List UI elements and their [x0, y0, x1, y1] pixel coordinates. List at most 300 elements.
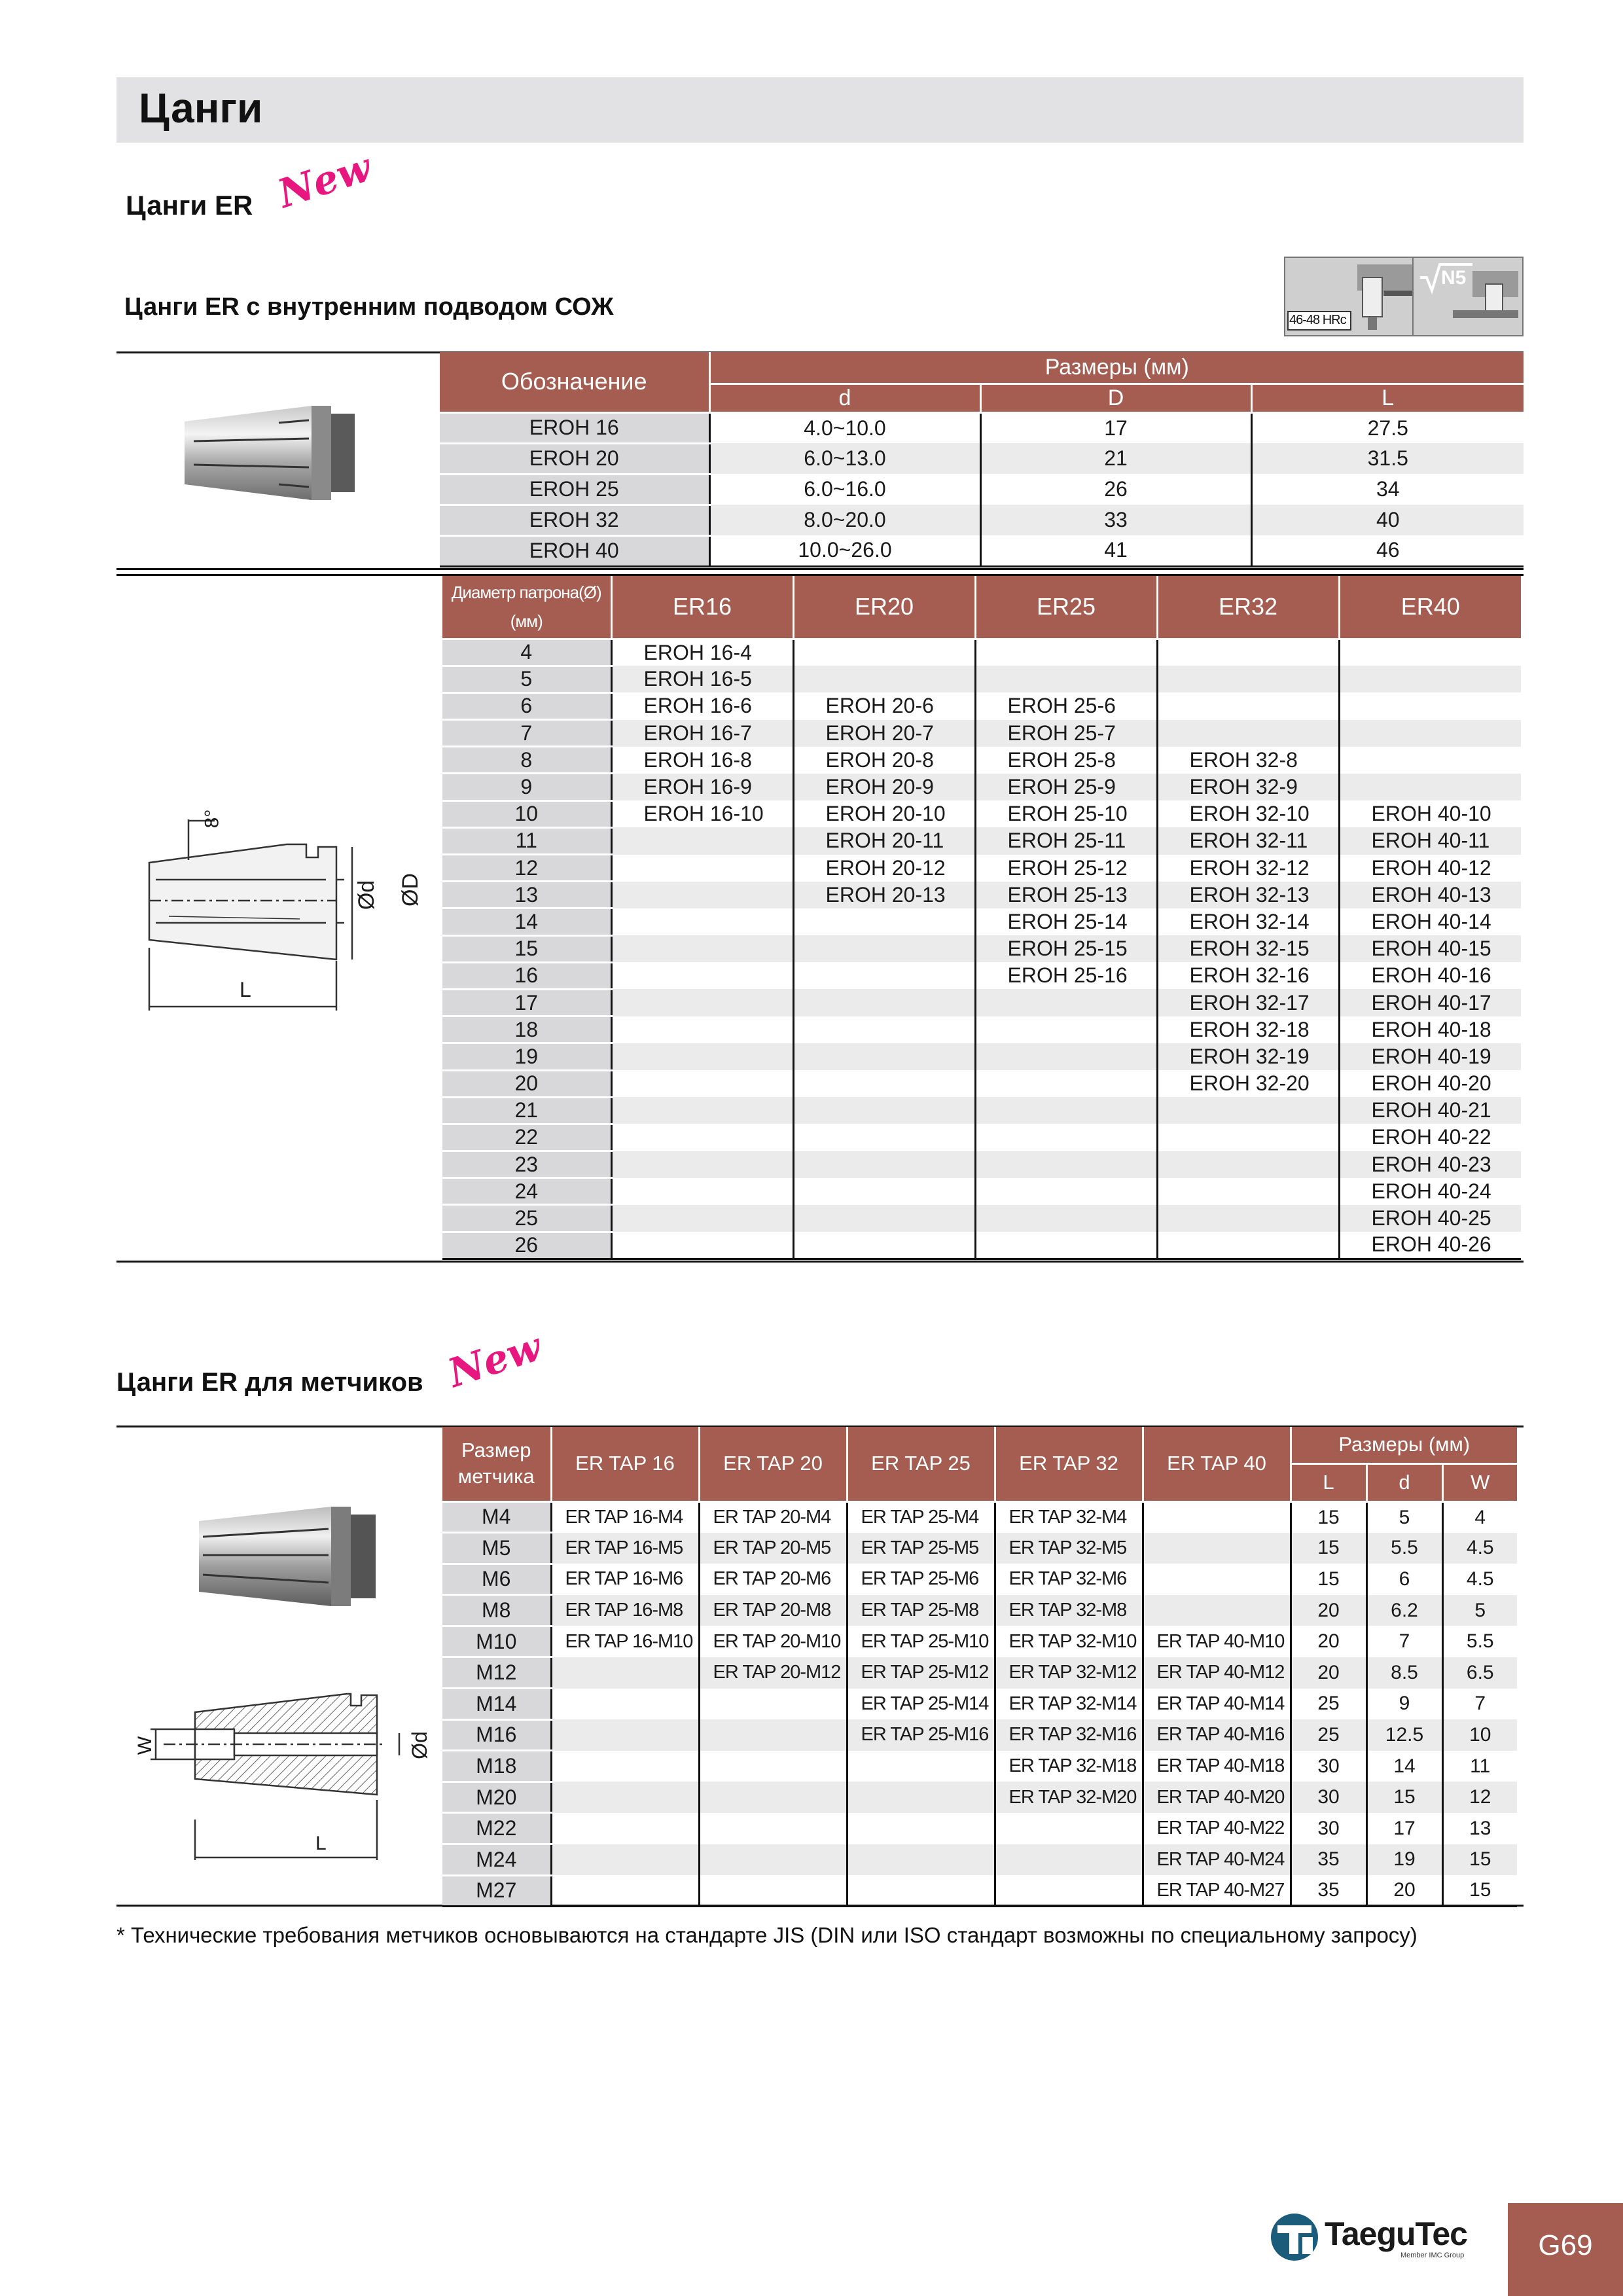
- table-row: [442, 1124, 1521, 1151]
- table-cell: EROH 32-11: [1157, 827, 1339, 854]
- table-cell: 30: [1291, 1751, 1366, 1782]
- table-cell: EROH 32-10: [1157, 800, 1339, 827]
- row-label-cell: 14: [442, 908, 611, 935]
- table-cell: [611, 1178, 793, 1205]
- header-tap-L: L: [1291, 1463, 1366, 1501]
- table-cell: [995, 1875, 1143, 1907]
- table-cell: [611, 1205, 793, 1232]
- table-cell: ER TAP 20-M4: [699, 1501, 847, 1533]
- table-cell: ER TAP 40-M12: [1143, 1657, 1291, 1689]
- table-cell: 5.5: [1366, 1533, 1442, 1564]
- er-coolant-dimensions-table: [440, 352, 1524, 567]
- table-cell: [793, 1016, 975, 1043]
- table-cell: [1143, 1501, 1291, 1533]
- table-cell: [551, 1813, 699, 1844]
- table-cell: [1157, 1205, 1339, 1232]
- row-label-cell: M10: [442, 1626, 551, 1657]
- table-row: [442, 1595, 1517, 1626]
- table-cell: [611, 1232, 793, 1259]
- table-row: [442, 908, 1521, 935]
- table-row: [442, 855, 1521, 882]
- drawing-angle-label: 8°: [201, 809, 223, 829]
- table-row: [442, 1751, 1517, 1782]
- collet-drawing: [136, 797, 437, 1020]
- table-cell: EROH 32-20: [1157, 1070, 1339, 1097]
- table-row: [442, 720, 1521, 747]
- table-cell: EROH 16-10: [611, 800, 793, 827]
- er-tap-collet-table: [442, 1427, 1517, 1907]
- page-number: G69: [1538, 2229, 1593, 2261]
- table-cell: ER TAP 16-M4: [551, 1501, 699, 1533]
- tap-collet-drawing: [124, 1689, 438, 1872]
- table-cell: 6: [1366, 1564, 1442, 1595]
- table-row: [442, 989, 1521, 1016]
- table-row: [442, 747, 1521, 774]
- drawing-d-label: Ød: [354, 880, 380, 910]
- table-cell: EROH 20-9: [793, 774, 975, 800]
- table-cell: [611, 855, 793, 882]
- table-cell: EROH 40-17: [1339, 989, 1521, 1016]
- table-cell: [995, 1813, 1143, 1844]
- table-cell: EROH 20-6: [793, 692, 975, 719]
- header-dims: Размеры (мм): [709, 352, 1524, 384]
- table-cell: [975, 639, 1157, 666]
- er-coolant-collet-table: [442, 576, 1521, 1260]
- table-cell: 6.0~13.0: [709, 443, 980, 474]
- table-cell: 10: [1442, 1719, 1517, 1751]
- table-cell: ER TAP 20-M5: [699, 1533, 847, 1564]
- table-cell: EROH 16-4: [611, 639, 793, 666]
- row-label-cell: M16: [442, 1719, 551, 1751]
- header-D: D: [980, 384, 1251, 412]
- table-cell: 21: [980, 443, 1251, 474]
- header-er25: ER25: [975, 576, 1157, 639]
- header-tap40: ER TAP 40: [1143, 1427, 1291, 1501]
- drawing-D-label: ØD: [398, 873, 423, 906]
- table-cell: 5: [1442, 1595, 1517, 1626]
- table-cell: EROH 25-10: [975, 800, 1157, 827]
- table-cell: 12: [1442, 1782, 1517, 1813]
- table-cell: EROH 40-13: [1339, 882, 1521, 908]
- table-cell: ER TAP 16-M8: [551, 1595, 699, 1626]
- table-cell: [793, 1097, 975, 1124]
- table-cell: 14: [1366, 1751, 1442, 1782]
- table-cell: 20: [1366, 1875, 1442, 1907]
- table-cell: EROH 32-19: [1157, 1043, 1339, 1070]
- table-cell: ER TAP 32-M20: [995, 1782, 1143, 1813]
- table-cell: [699, 1875, 847, 1907]
- surface-finish-icon: [1412, 257, 1524, 336]
- table-cell: [975, 666, 1157, 692]
- table-cell: [699, 1782, 847, 1813]
- brand-tagline: Member IMC Group: [1400, 2251, 1465, 2259]
- table-cell: EROH 32-9: [1157, 774, 1339, 800]
- row-label-cell: 6: [442, 692, 611, 719]
- table-cell: [793, 1124, 975, 1151]
- table-cell: EROH 40-16: [1371, 963, 1491, 988]
- row-label-cell: 20: [442, 1070, 611, 1097]
- table-cell: [611, 962, 793, 989]
- header-er16: ER16: [611, 576, 793, 639]
- table-cell: 19: [1366, 1844, 1442, 1876]
- row-label-cell: 13: [442, 882, 611, 908]
- table-row: [440, 412, 1524, 443]
- table-cell: EROH 20-8: [793, 747, 975, 774]
- row-label-cell: EROH 25: [440, 474, 709, 505]
- table-cell: [793, 935, 975, 962]
- table-cell: 26: [980, 474, 1251, 505]
- table-cell: ER TAP 40-M20: [1143, 1782, 1291, 1813]
- table-cell: ER TAP 32-M14: [995, 1689, 1143, 1720]
- table-cell: [551, 1689, 699, 1720]
- table-cell: 4: [1474, 1506, 1486, 1528]
- tap-collet-photo: [194, 1503, 378, 1610]
- table-cell: 20: [1291, 1626, 1366, 1657]
- table-cell: [975, 1232, 1157, 1259]
- table-row: [442, 1043, 1521, 1070]
- table-cell: ER TAP 40-M14: [1143, 1689, 1291, 1720]
- table-row: [442, 774, 1521, 800]
- table-cell: ER TAP 32-M10: [995, 1626, 1143, 1657]
- table-cell: ER TAP 20-M8: [699, 1595, 847, 1626]
- table-row: [442, 827, 1521, 854]
- table-cell: [551, 1782, 699, 1813]
- table-cell: EROH 20-10: [793, 800, 975, 827]
- table-cell: [1339, 692, 1521, 719]
- table-cell: EROH 40-22: [1371, 1125, 1491, 1149]
- new-badge-tap: New: [442, 1323, 547, 1397]
- header-tap16: ER TAP 16: [551, 1427, 699, 1501]
- table-cell: EROH 32-15: [1157, 935, 1339, 962]
- table-cell: [699, 1719, 847, 1751]
- table-cell: ER TAP 20-M12: [699, 1657, 847, 1689]
- table-row: [442, 1151, 1521, 1178]
- table-cell: EROH 25-12: [975, 855, 1157, 882]
- row-label-cell: 4: [442, 639, 611, 666]
- table-cell: ER TAP 25-M16: [847, 1719, 995, 1751]
- table-cell: ER TAP 32-M5: [995, 1533, 1143, 1564]
- row-label-cell: EROH 20: [440, 443, 709, 474]
- new-badge-er: New: [272, 144, 377, 217]
- table-cell: [975, 989, 1157, 1016]
- row-label-cell: M22: [442, 1813, 551, 1844]
- table-cell: 15: [1442, 1875, 1517, 1907]
- header-chuck-diameter: Диаметр патрона(Ø) (мм): [442, 576, 611, 639]
- table-cell: 35: [1291, 1844, 1366, 1876]
- table-cell: EROH 20-7: [793, 720, 975, 747]
- table-cell: EROH 40-23: [1339, 1151, 1521, 1178]
- table-cell: [975, 1205, 1157, 1232]
- table-cell: [1143, 1595, 1291, 1626]
- row-label-cell: 7: [442, 720, 611, 747]
- table-cell: [611, 1124, 793, 1151]
- table-cell: EROH 25-13: [975, 882, 1157, 908]
- table-cell: EROH 25-9: [975, 774, 1157, 800]
- table-cell: EROH 25-15: [975, 935, 1157, 962]
- table-cell: [1157, 1232, 1339, 1259]
- table-cell: EROH 32-16: [1157, 962, 1339, 989]
- row-label-cell: 15: [442, 935, 611, 962]
- table-row: [440, 443, 1524, 474]
- row-label-cell: 17: [442, 989, 611, 1016]
- row-label-cell: M12: [442, 1657, 551, 1689]
- table-cell: [847, 1813, 995, 1844]
- table-cell: EROH 32-8: [1157, 747, 1339, 774]
- table-row: [442, 639, 1521, 666]
- table-cell: EROH 20-11: [793, 827, 975, 854]
- table-cell: [975, 1124, 1157, 1151]
- table-row: [440, 505, 1524, 535]
- footnote: * Технические требования метчиков основываются на стандарте JIS (DIN или ISO стандарт возможны по специальному запросу): [116, 1923, 1418, 1947]
- page-number-tab: [1508, 2203, 1623, 2296]
- table-row: [442, 1719, 1517, 1751]
- row-label-cell: M27: [442, 1875, 551, 1907]
- table-cell: ER TAP 40-M22: [1143, 1813, 1291, 1844]
- table-cell: [1339, 720, 1521, 747]
- table-cell: EROH 25-11: [975, 827, 1157, 854]
- table-cell: 17: [1366, 1813, 1442, 1844]
- table-cell: [611, 989, 793, 1016]
- row-label-cell: 24: [442, 1178, 611, 1205]
- table-cell: [793, 908, 975, 935]
- table-cell: EROH 40-10: [1371, 802, 1491, 826]
- table-cell: 4.0~10.0: [709, 412, 980, 443]
- table-cell: [847, 1751, 995, 1782]
- table-cell: [1157, 720, 1339, 747]
- table-row: [442, 1813, 1517, 1844]
- table-cell: 40: [1251, 505, 1524, 535]
- table-cell: 9: [1366, 1689, 1442, 1720]
- table-cell: ER TAP 32-M16: [995, 1719, 1143, 1751]
- table-row: [442, 1782, 1517, 1813]
- header-tap-dims: Размеры (мм): [1291, 1427, 1517, 1463]
- table-cell: [699, 1844, 847, 1876]
- table-cell: EROH 40-21: [1339, 1097, 1521, 1124]
- table-row: [442, 1070, 1521, 1097]
- table-cell: 10.0~26.0: [709, 535, 980, 566]
- table-row: [440, 535, 1524, 566]
- table-cell: 31.5: [1251, 443, 1524, 474]
- table-cell: EROH 25-6: [975, 692, 1157, 719]
- table-cell: EROH 16-6: [611, 692, 793, 719]
- table-cell: 15: [1291, 1501, 1366, 1533]
- row-label-cell: 21: [442, 1097, 611, 1124]
- table-cell: ER TAP 16-M10: [551, 1626, 699, 1657]
- table-cell: [1157, 1178, 1339, 1205]
- table-cell: [1143, 1564, 1291, 1595]
- table-cell: EROH 25-8: [975, 747, 1157, 774]
- table-cell: 25: [1291, 1689, 1366, 1720]
- divider-bottom-1: [116, 1261, 1524, 1263]
- table-cell: [699, 1689, 847, 1720]
- table-cell: [975, 1097, 1157, 1124]
- page-title: Цанги: [139, 84, 263, 132]
- header-tap-size: Размер метчика: [442, 1427, 551, 1501]
- table-cell: EROH 16-9: [611, 774, 793, 800]
- table-cell: [975, 1151, 1157, 1178]
- table-cell: [611, 1043, 793, 1070]
- table-cell: [847, 1844, 995, 1876]
- table-cell: [975, 1016, 1157, 1043]
- table-cell: 30: [1291, 1782, 1366, 1813]
- table-cell: [699, 1813, 847, 1844]
- table-cell: EROH 32-13: [1157, 882, 1339, 908]
- table-cell: [611, 935, 793, 962]
- table-cell: ER TAP 25-M8: [847, 1595, 995, 1626]
- table-cell: ER TAP 32-M18: [995, 1751, 1143, 1782]
- table-cell: ER TAP 32-M12: [995, 1657, 1143, 1689]
- row-label-cell: M20: [442, 1782, 551, 1813]
- row-label-cell: 9: [442, 774, 611, 800]
- table-row: [442, 1564, 1517, 1595]
- table-cell: [975, 1070, 1157, 1097]
- header-tap-W: W: [1442, 1463, 1517, 1501]
- table-cell: 4.5: [1442, 1533, 1517, 1564]
- table-row: [442, 1016, 1521, 1043]
- table-cell: [1339, 747, 1521, 774]
- table-cell: [1339, 774, 1521, 800]
- table-row: [442, 1205, 1521, 1232]
- table-cell: EROH 25-14: [975, 908, 1157, 935]
- table-cell: 5: [1366, 1501, 1442, 1533]
- table-cell: EROH 40-20: [1371, 1071, 1491, 1096]
- section-coolant-title: Цанги ER с внутренним подводом СОЖ: [124, 293, 614, 321]
- table-row: [442, 1178, 1521, 1205]
- brand-logo: [1270, 2211, 1486, 2263]
- table-row: [442, 666, 1521, 692]
- table-row: [442, 1657, 1517, 1689]
- table-cell: [1157, 692, 1339, 719]
- table-cell: EROH 40-12: [1371, 855, 1491, 880]
- table-cell: 12.5: [1366, 1719, 1442, 1751]
- table-cell: [611, 1016, 793, 1043]
- table-cell: 15: [1366, 1782, 1442, 1813]
- table-cell: 15: [1291, 1533, 1366, 1564]
- table-cell: [611, 827, 793, 854]
- table-cell: [611, 1151, 793, 1178]
- table-cell: 34: [1376, 477, 1400, 501]
- table-cell: EROH 40-24: [1371, 1179, 1491, 1203]
- header-tap32: ER TAP 32: [995, 1427, 1143, 1501]
- table-cell: 8.5: [1366, 1657, 1442, 1689]
- table-cell: EROH 16-7: [611, 720, 793, 747]
- table-cell: [793, 1205, 975, 1232]
- table-row: [442, 1501, 1517, 1533]
- finish-label: N5: [1441, 267, 1467, 289]
- table-row: [440, 474, 1524, 505]
- table-cell: ER TAP 16-M6: [551, 1564, 699, 1595]
- table-cell: 11: [1470, 1755, 1491, 1777]
- table-cell: [847, 1782, 995, 1813]
- table-cell: ER TAP 40-M10: [1143, 1626, 1291, 1657]
- table-cell: EROH 32-17: [1157, 989, 1339, 1016]
- table-cell: ER TAP 40-M18: [1143, 1751, 1291, 1782]
- table-cell: 20: [1291, 1595, 1366, 1626]
- row-label-cell: 5: [442, 666, 611, 692]
- row-label-cell: 16: [442, 962, 611, 989]
- table-row: [442, 882, 1521, 908]
- table-cell: 6.2: [1366, 1595, 1442, 1626]
- table-cell: [1157, 1097, 1339, 1124]
- table-cell: 6.5: [1442, 1657, 1517, 1689]
- table-cell: 5.5: [1466, 1630, 1494, 1653]
- table-row: [442, 1533, 1517, 1564]
- table-cell: [793, 1043, 975, 1070]
- table-cell: ER TAP 40-M24: [1143, 1844, 1291, 1876]
- row-label-cell: EROH 32: [440, 505, 709, 535]
- divider-mid: [116, 568, 1524, 570]
- table-cell: ER TAP 25-M14: [847, 1689, 995, 1720]
- table-cell: EROH 32-14: [1157, 908, 1339, 935]
- row-label-cell: 23: [442, 1151, 611, 1178]
- table-cell: [793, 1070, 975, 1097]
- table-cell: EROH 20-12: [793, 855, 975, 882]
- header-tap-d: d: [1366, 1463, 1442, 1501]
- table-cell: EROH 40-25: [1339, 1205, 1521, 1232]
- table-row: [442, 1232, 1521, 1259]
- table-cell: 17: [980, 412, 1251, 443]
- table-cell: [793, 1151, 975, 1178]
- table-cell: EROH 40-15: [1339, 935, 1521, 962]
- section-er-title: Цанги ER: [126, 190, 253, 221]
- table-cell: [1339, 666, 1521, 692]
- table-cell: 13: [1469, 1817, 1491, 1839]
- table-row: [442, 1689, 1517, 1720]
- row-label-cell: 10: [442, 800, 611, 827]
- table-cell: EROH 16-5: [611, 666, 793, 692]
- drawing-L-label: L: [240, 978, 251, 1001]
- table-cell: 15: [1442, 1844, 1517, 1876]
- table-cell: 41: [980, 535, 1251, 566]
- table-cell: EROH 25-16: [975, 962, 1157, 989]
- hardness-icon: [1284, 257, 1420, 336]
- table-cell: [793, 989, 975, 1016]
- table-cell: [793, 639, 975, 666]
- table-cell: [1157, 666, 1339, 692]
- table-cell: ER TAP 16-M5: [551, 1533, 699, 1564]
- table-cell: EROH 40-14: [1371, 909, 1491, 933]
- table-cell: ER TAP 32-M6: [995, 1564, 1143, 1595]
- table-cell: [1157, 639, 1339, 666]
- row-label-cell: M8: [442, 1595, 551, 1626]
- table-row: [442, 1844, 1517, 1876]
- table-cell: [1339, 639, 1521, 666]
- table-cell: 8.0~20.0: [709, 505, 980, 535]
- table-cell: [1157, 1124, 1339, 1151]
- table-cell: 6.0~16.0: [709, 474, 980, 505]
- table-cell: 7: [1366, 1626, 1442, 1657]
- table-cell: 15: [1291, 1564, 1366, 1595]
- table-cell: ER TAP 25-M6: [847, 1564, 995, 1595]
- table-cell: ER TAP 32-M4: [995, 1501, 1143, 1533]
- table-cell: [551, 1875, 699, 1907]
- table-cell: 35: [1291, 1875, 1366, 1907]
- table-cell: 7: [1474, 1693, 1486, 1715]
- table-cell: [611, 882, 793, 908]
- row-label-cell: 8: [442, 747, 611, 774]
- brand-name: TaeguTec: [1325, 2215, 1467, 2252]
- row-label-cell: 26: [442, 1232, 611, 1259]
- table-cell: ER TAP 25-M4: [847, 1501, 995, 1533]
- table-cell: 33: [980, 505, 1251, 535]
- table-cell: [551, 1844, 699, 1876]
- drawing-tap-d-label: Ød: [407, 1731, 431, 1759]
- header-tap20: ER TAP 20: [699, 1427, 847, 1501]
- table-cell: ER TAP 25-M10: [847, 1626, 995, 1657]
- table-cell: [551, 1751, 699, 1782]
- collet-photo: [181, 401, 357, 505]
- header-er20: ER20: [793, 576, 975, 639]
